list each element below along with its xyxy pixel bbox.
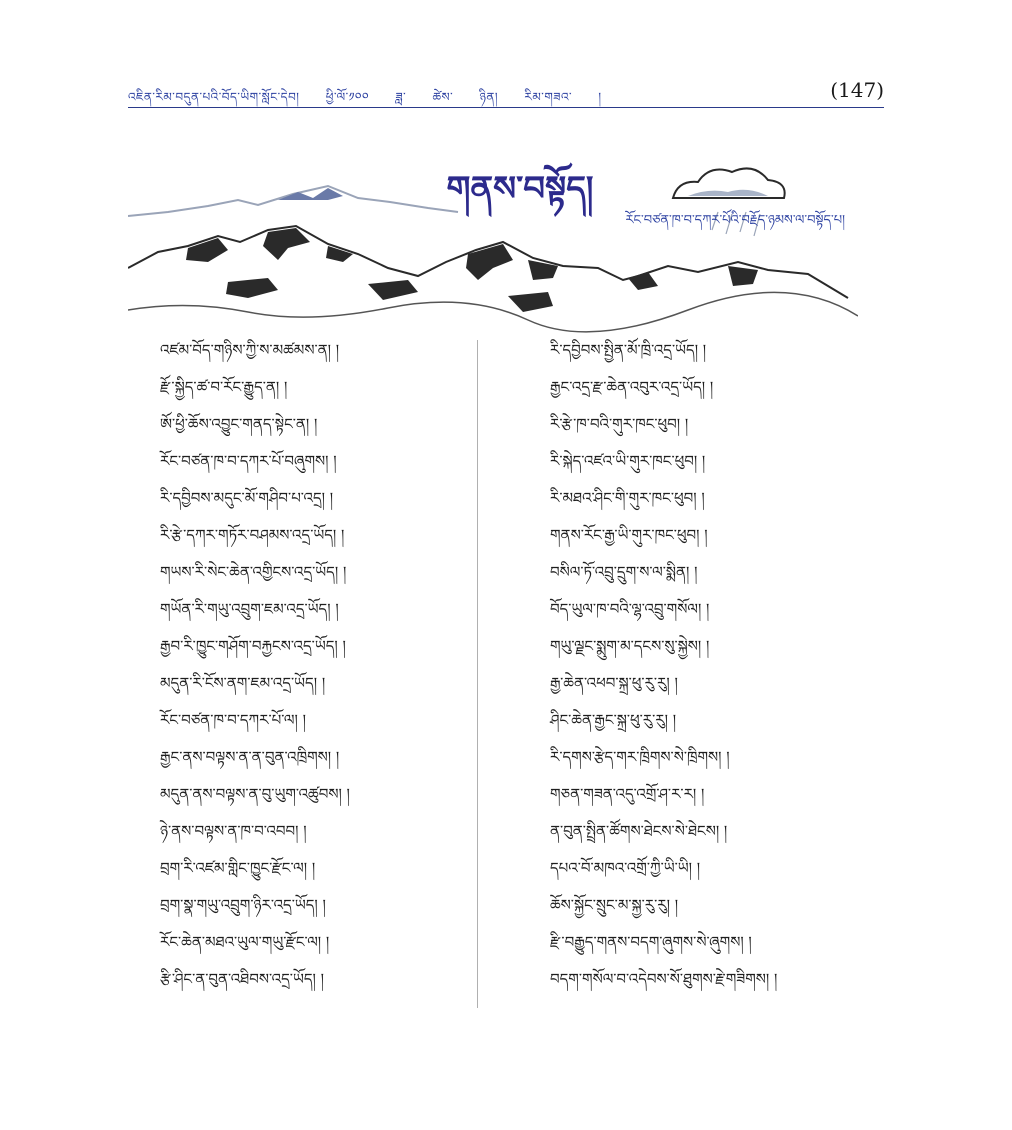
running-title-day: ཉིན། (479, 90, 499, 104)
verse-line: རྒྱང་འདྲ་རྫ་ཆེན་འབུར་འདྲ་ཡོད། ། (550, 378, 714, 396)
verse-line: གཡོན་རི་གཡུ་འབྲུག་ཇམ་འདྲ་ཡོད། ། (160, 600, 339, 618)
verse-line: རི་དགས་རྩེད་གར་ཁྲིགས་སེ་ཁྲིགས། ། (550, 748, 730, 766)
foreground-hills (128, 292, 858, 331)
running-title-weekday: རིམ་གཟའ་ (524, 90, 573, 104)
right-column (550, 338, 880, 1004)
verse-line: བོད་ཡུལ་ཁ་བའི་ལྷ་འབྲུ་གསོལ། ། (550, 600, 710, 618)
column-divider (477, 340, 478, 1008)
header-rule (128, 107, 884, 108)
verse-line: གཡུ་ལྗང་སྨུག་མ་དངས་སུ་སྐྱེས། ། (550, 637, 710, 655)
verse-line: རོང་བཙན་ཁ་བ་དཀར་པོ་བཞུགས། ། (160, 452, 337, 470)
verse-line: རྫོ་སྐྱིད་ཚ་བ་རོང་རྒྱུད་ན། ། (160, 378, 288, 396)
verse-line: གཅན་གཟན་འདུ་འགྲོ་ཤ་ར་ར། ། (550, 785, 705, 803)
verse-line: བདག་གསོལ་བ་འདེབས་སོ་ཐུགས་རྗེ་གཟིགས། ། (550, 970, 778, 988)
verse-line: རི་མཐའ་ཤིང་གི་གུར་ཁང་ཕུབ། ། (550, 489, 705, 507)
running-title-shad: ། (598, 90, 602, 104)
verse-line: ཆོས་སྐྱོང་སྲུང་མ་སྐྱ་རུ་རུ། ། (550, 896, 679, 914)
poem-subtitle: རོང་བཙན་ཁ་བ་དཀར་པོའི་བརྗོད་ཉམས་ལ་བསྟོད་པ། (625, 213, 845, 228)
verse-line: བྲག་སྣ་གཡུ་འབྲུག་ཉིར་འདྲ་ཡོད། ། (160, 896, 326, 914)
verse-line: ཨོ་ཕྱི་ཆོས་འབྱུང་གནད་སྟེང་ན། ། (160, 415, 318, 433)
verse-line: འཛམ་བོད་གཉིས་ཀྱི་ས་མཚམས་ན། ། (160, 341, 340, 359)
left-column (160, 338, 460, 1004)
verse-line: རྩི་ཤིང་ན་བུན་འཐིབས་འདྲ་ཡོད། ། (160, 970, 324, 988)
verse-line: ཤིང་ཆེན་རྒྱང་སྐྲ་ཕུ་རུ་རུ། ། (550, 711, 677, 729)
verse-line: བསིལ་ཏོ་འབྲུ་དྲུག་ས་ལ་སྨིན། ། (550, 563, 698, 581)
running-title-book: འཇིན་རིམ་བདུན་པའི་བོད་ཡིག་སློང་དེབ། (128, 90, 300, 104)
running-title-date: ཚེས་ (432, 90, 454, 104)
verse-line: རི་རྩེ་དཀར་གཏོར་བཤམས་འདྲ་ཡོད། ། (160, 526, 345, 544)
poem-title: གནས་བསྟོད། (446, 169, 594, 209)
verse-line: དཔའ་བོ་མཁའ་འགྲོ་ཀྱི་ཡི་ཡི། ། (550, 859, 701, 877)
verse-line: ན་བུན་སྤྲིན་ཚོགས་ཐེངས་སེ་ཐེངས། ། (550, 822, 728, 840)
verse-line: གནས་རོང་རྒྱ་ཡི་གུར་ཁང་ཕུབ། ། (550, 526, 708, 544)
verse-line: རི་སྐེད་འཛའ་ཡི་གུར་ཁང་ཕུབ། ། (550, 452, 706, 470)
running-title (128, 84, 624, 118)
verse-line: མདུན་རི་ངོས་ནག་ཇམ་འདྲ་ཡོད། ། (160, 674, 326, 692)
running-title-year: ཕྱི་ལོ་༡༠༠ (325, 90, 370, 104)
verse-line: རྫི་བརྒྱུད་གནས་བདག་ཞུགས་སེ་ཞུགས། ། (550, 933, 752, 951)
verse-line: བྲག་རི་འཛམ་གླིང་ཁྱུང་རྫོང་ལ། ། (160, 859, 316, 877)
running-header (128, 80, 884, 108)
verse-line: རོང་ཆེན་མཐའ་ཡུལ་གཡུ་རྫོང་ལ། ། (160, 933, 330, 951)
verse-line: རོང་བཙན་ཁ་བ་དཀར་པོ་ལ། ། (160, 711, 306, 729)
verse-line: ཉེ་ནས་བལྟས་ན་ཁ་བ་འབབ། ། (160, 822, 307, 840)
verse-line: རྒྱ་ཆེན་འཕབ་སྐྲ་ཕུ་རུ་རུ། ། (550, 674, 678, 692)
verse-line: རི་རྩེ་ཁ་བའི་གུར་ཁང་ཕུབ། ། (550, 415, 689, 433)
page-number: (147) (830, 78, 884, 102)
running-title-month: ཟླ་ (395, 90, 407, 104)
cloud-icon (673, 168, 785, 198)
verse-line: རྒྱབ་རི་ཁྱུང་གཤོག་བརྐྱངས་འདྲ་ཡོད། ། (160, 637, 346, 655)
verse-line: རྒྱང་ནས་བལྟས་ན་ན་བུན་འཁྲིགས། ། (160, 748, 340, 766)
verse-line: གཡས་རི་སེང་ཆེན་འགྱིངས་འདྲ་ཡོད། ། (160, 563, 347, 581)
verse-line: རི་དབྱིབས་སྤྱིན་མོ་ཁྲི་འདྲ་ཡོད། ། (550, 341, 707, 359)
verse-line: མདུན་ནས་བལྟས་ན་བུ་ཡུག་འཚུབས། ། (160, 785, 350, 803)
verse-line: རི་དབྱིབས་མདུང་མོ་གཤིབ་པ་འདྲ། ། (160, 489, 334, 507)
